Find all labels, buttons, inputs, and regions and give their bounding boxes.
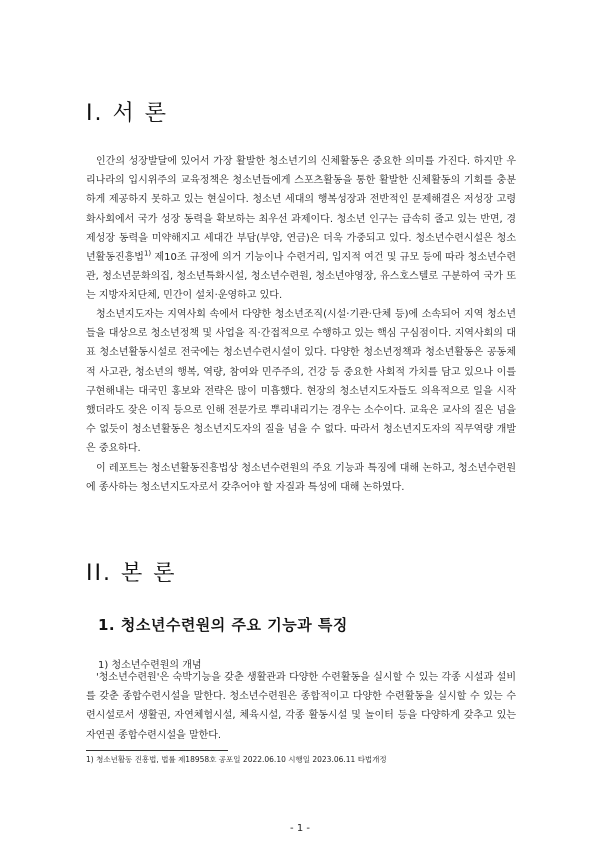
paragraph-intro-3: 이 레포트는 청소년활동진흥법상 청소년수련원의 주요 기능과 특징에 대해 논하고, 청소년수련원에 종사하는 청소년지도자로서 갖추어야 할 자질과 특성에 대해 논하였다. (86, 463, 516, 494)
paragraph-intro-1-text-a: 인간의 성장발달에 있어서 가장 활발한 청소년기의 신체활동은 중요한 의미를 가진다. 하지만 우리나라의 입시위주의 교육정책은 청소년들에게 스포츠활동을 통한 활발한 신체활동의 기회를 충분하게 제공하지 못하고 있는 현실이다. 청소년 세대의 행복성장과 전반적인 문제해결은 저성장 고령화사회에서 국가 성장 동력을 확보하는 최우선 과제이다. 청소년 인구는 급속히 줄고 있는 반면, 경제성장 동력을 미약해지고 세대간 부담(부양, 연금)은 더욱 가중되고 있다. 청소년수련시설은 청소년활동진흥법 (86, 156, 516, 264)
subsection-heading-1: 1. 청소년수련원의 주요 기능과 특징 (98, 616, 348, 634)
footnote-divider (86, 750, 228, 751)
paragraph-body-1: '청소년수련원'은 숙박기능을 갖춘 생활관과 다양한 수련활동을 실시할 수 있는 각종 시설과 설비를 갖춘 종합수련시설을 말한다. 청소년수련원은 종합적이고 다양한 수련활동을 실시할 수 있는 수련시설로서 생활권, 자연체험시설, 체육시설, 각종 활동시설 및 놀이터 등을 다양하게 갖추고 있는 자연권 종합수련시설을 말한다. (86, 672, 516, 741)
paragraph-intro-1 (86, 152, 516, 306)
paragraph-intro-1-text-b: 제10조 규정에 의거 기능이나 수련거리, 입지적 여건 및 규모 등에 따라 청소년수련관, 청소년문화의집, 청소년특화시설, 청소년수련원, 청소년야영장, 유스호스텔로 구분하여 국가 또는 지방자치단체, 민간이 설치·운영하고 있다. (86, 252, 516, 302)
section-heading-body: II. 본 론 (86, 561, 177, 586)
footnote-ref[interactable]: 1) (143, 249, 152, 258)
page-number: - 1 - (290, 823, 310, 834)
section-heading-introduction: I. 서 론 (86, 101, 168, 126)
subsection-heading-1-1: 1) 청소년수련원의 개념 (98, 660, 202, 671)
footnote: 1) 청소년활동 진흥법, 법률 제18958호 공포일 2022.06.10 시행일 2023.06.11 타법개정 (86, 755, 387, 764)
paragraph-intro-2: 청소년지도자는 지역사회 속에서 다양한 청소년조직(시설·기관·단체 등)에 소속되어 지역 청소년들을 대상으로 청소년정책 및 사업을 직·간접적으로 수행하고 있는 핵심 구심점이다. 지역사회의 대표 청소년활동시설로 전국에는 청소년수련시설이 있다. 다양한 청소년정책과 청소년활동은 공동체적 사고관, 청소년의 행복, 역량, 참여와 민주주의, 건강 등 중요한 사회적 가치를 담고 있으나 이를 구현해내는 대국민 홍보와 전략은 많이 미흡했다. 현장의 청소년지도자들도 의욕적으로 일을 시작했더라도 잦은 이직 등으로 인해 전문가로 뿌리내리기는 경우는 소수이다. 교육은 교사의 질은 넘을 수 없듯이 청소년활동은 청소년지도자의 질을 넘을 수 없다. 따라서 청소년지도자의 직무역량 개발은 중요하다. (86, 309, 516, 455)
